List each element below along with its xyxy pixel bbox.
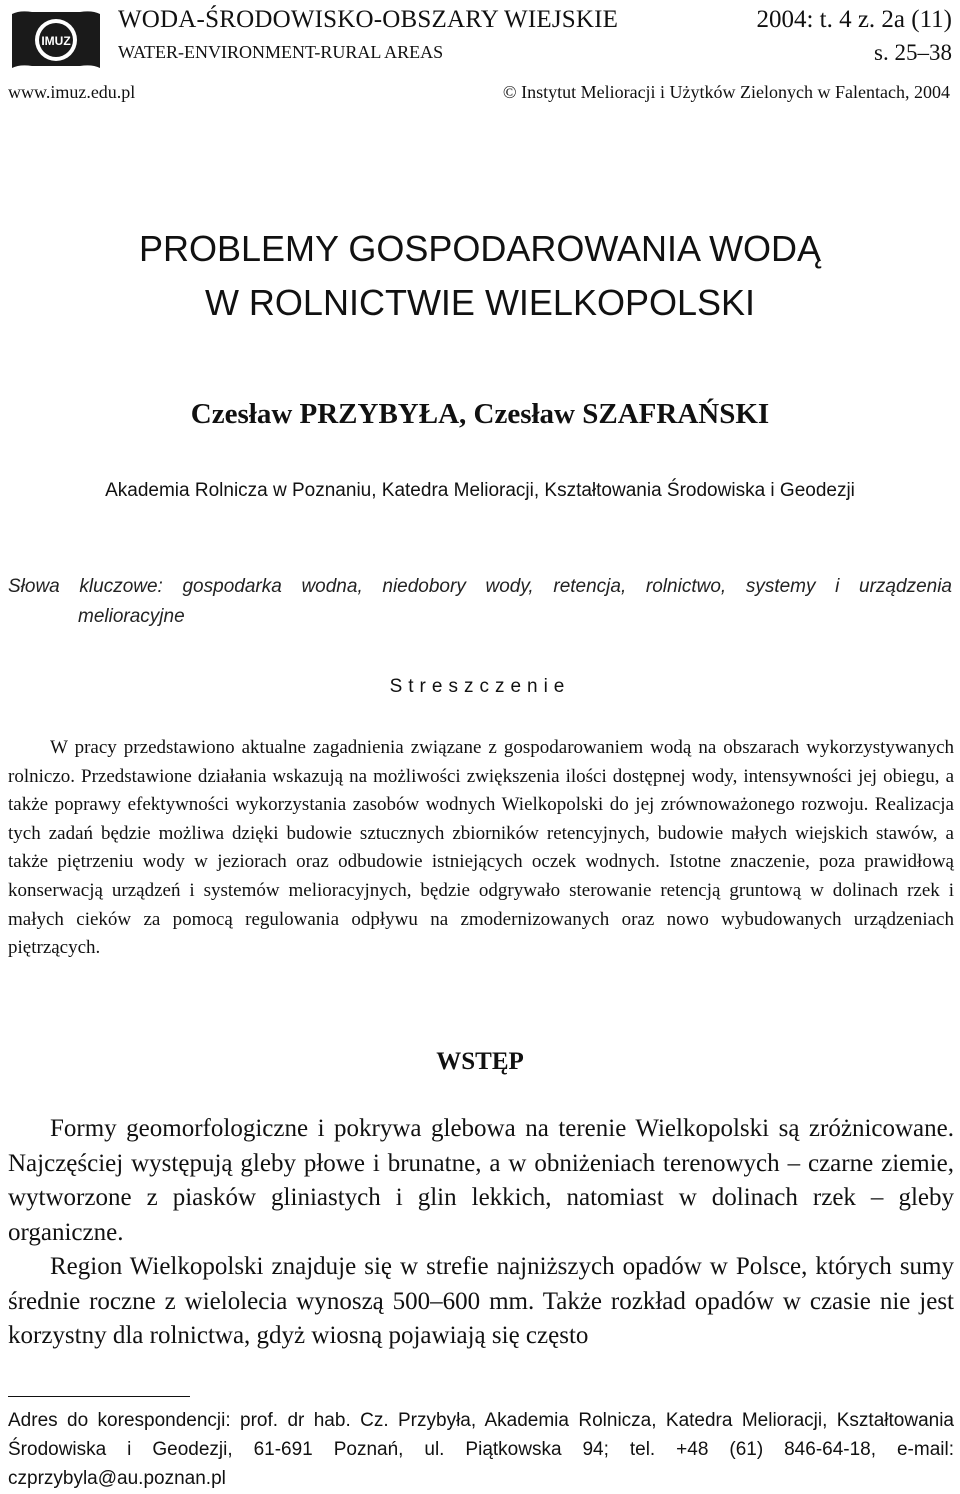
keywords xyxy=(8,572,952,632)
authors: Czesław PRZYBYŁA, Czesław SZAFRAŃSKI xyxy=(190,398,770,430)
page-range: s. 25–38 xyxy=(874,40,952,65)
journal-title-pl: WODA-ŚRODOWISKO-OBSZARY WIEJSKIE xyxy=(118,6,619,33)
volume-info: 2004: t. 4 z. 2a (11) xyxy=(756,6,952,33)
imuz-logo xyxy=(10,8,102,70)
journal-title-en: WATER-ENVIRONMENT-RURAL AREAS xyxy=(118,42,444,62)
keywords-line-1: Słowa kluczowe: gospodarka wodna, niedobory wody, retencja, rolnictwo, systemy i urządzenia xyxy=(8,576,952,597)
paragraph-1: Formy geomorfologiczne i pokrywa glebowa na terenie Wielkopolski są zróżnicowane. Najczęściej występują gleby płowe i brunatne, a w obniżeniach terenowych – czarne ziemie, wytworzone z piasków gliniastych i glin lekkich, natomiast w dolinach rzek – gleby organiczne. xyxy=(8,1115,954,1246)
logo-text: IMUZ xyxy=(41,34,71,48)
footnote-divider xyxy=(8,1396,190,1397)
article-title xyxy=(0,222,960,330)
paragraph-2: Region Wielkopolski znajduje się w strefie najniższych opadów w Polsce, których sumy średnie roczne z wielolecia wynoszą 500–600 mm. Także rozkład opadów w czasie nie jest korzystny dla rolnictwa, gdyż wiosną pojawiają się często xyxy=(8,1253,954,1349)
copyright-notice: © Instytut Melioracji i Użytków Zielonych w Falentach, 2004 xyxy=(502,82,950,102)
website-link[interactable]: www.imuz.edu.pl xyxy=(8,82,136,102)
correspondence-footnote: Adres do korespondencji: prof. dr hab. Cz. Przybyła, Akademia Rolnicza, Katedra Melioracji, Kształtowania Środowiska i Geodezji, 61-691 Poznań, ul. Piątkowska 94; tel. +48 (61) 846-64-18, e-mail: czprzybyla@au.poznan.pl xyxy=(8,1410,954,1489)
title-line-2: W ROLNICTWIE WIELKOPOLSKI xyxy=(204,282,756,323)
abstract-text: W pracy przedstawiono aktualne zagadnienia związane z gospodarowaniem wodą na obszarach wykorzystywanych rolniczo. Przedstawione działania wskazują na możliwości zwiększenia ilości dostępnej wody, intensywności jej obiegu, a także poprawy efektywności wykorzystania zasobów wodnych Wielkopolski do jej zrównoważonego rozwoju. Realizacja tych zadań będzie możliwa dzięki budowie sztucznych zbiorników retencyjnych, budowie małych wiejskich stawów, a także piętrzeniu wody w jeziorach oraz odbudowie istniejących oczek wodnych. Istotne znaczenie, poza prawidłową konserwacją urządzeń i systemów melioracyjnych, będzie odgrywało sterowanie retencją gruntową w dolinach rzek i małych cieków za pomocą regulowania odpływu na zmodernizowanych oraz nowo wybudowanych urządzeniach piętrzących. xyxy=(8,737,954,959)
abstract-heading: Streszczenie xyxy=(389,676,571,697)
affiliation: Akademia Rolnicza w Poznaniu, Katedra Melioracji, Kształtowania Środowiska i Geodezji xyxy=(105,480,855,501)
body-text xyxy=(8,1112,954,1354)
keywords-line-2: melioracyjne xyxy=(78,606,185,627)
title-line-1: PROBLEMY GOSPODAROWANIA WODĄ xyxy=(138,228,822,269)
section-heading: WSTĘP xyxy=(436,1048,524,1075)
